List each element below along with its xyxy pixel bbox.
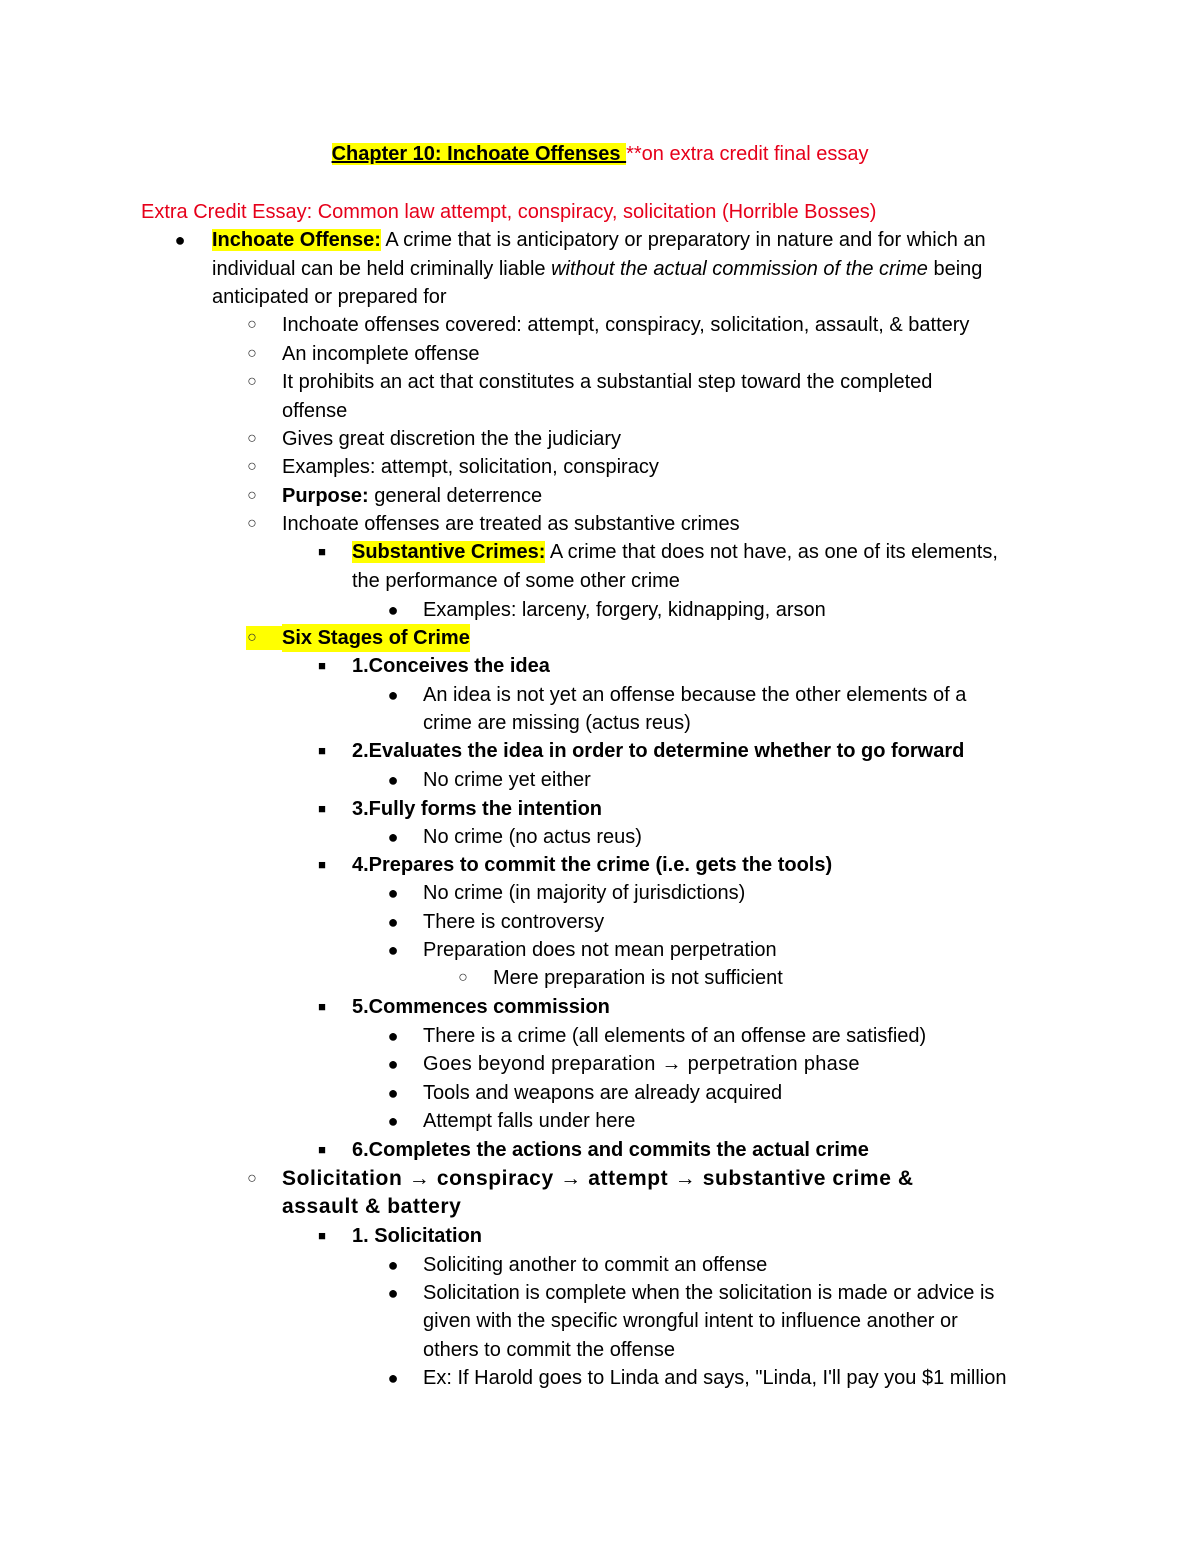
page-title (0, 141, 1200, 167)
list-item-continuation (212, 283, 447, 311)
term-inchoate-offense: Inchoate Offense: (212, 229, 381, 251)
bullet-dot-icon: ● (387, 912, 399, 932)
bullet-ring-icon: ○ (247, 515, 257, 532)
title-main: Chapter 10: Inchoate Offenses (331, 143, 627, 165)
bullet-dot-icon: ● (387, 883, 399, 903)
purpose-label: Purpose: (282, 485, 369, 507)
bullet-dot-icon: ● (387, 827, 399, 847)
bullet-dot-icon: ● (174, 230, 186, 250)
bullet-square-icon: ■ (318, 1142, 326, 1157)
bullet-dot-icon: ● (387, 1111, 399, 1131)
term-substantive-crimes: Substantive Crimes: (352, 541, 546, 563)
title-note: **on extra credit final essay (626, 143, 869, 165)
bullet-dot-icon: ● (387, 1368, 399, 1388)
list-item-continuation: others to commit the offense (423, 1339, 675, 1361)
bullet-dot-icon: ● (387, 685, 399, 705)
document-page: Chapter 10: Inchoate Offenses **on extra credit final essay Extra Credit Essay: Common law attempt, conspiracy, solicitation (Horrible Bosses) ● Inchoate Offense: A crime that is anticipatory or preparatory in nature and for which an individual can be held criminally liable without the actual commission of the crime being anticipated or prepared for ○ Inchoate offenses covered: attempt, conspiracy, solicitation, assault, & battery ○ An incomplete offense ○ It prohibits an act that constitutes a substantial step toward the completed offense ○ Gives great discretion the the judiciary ○ Examples: attempt, solicitation, conspiracy ○ Purpose: general deterrence ○ Inchoate offenses are treated as substantive crimes ■ Substantive Crimes: A crime that does not have, as one of its elements, the performance of some other crime ● Examples: larceny, forgery, kidnapping, arson ○ Six Stages of Crime ■ 1.Conceives the idea ● An idea is not yet an offense because the other elements of a crime are missing (actus reus) ■ 2.Evaluates the idea in order to determine whether to go forward ● No crime yet either ■ 3.Fully forms the intention ● No crime (no actus reus) ■ 4.Prepares to commit the crime (i.e. gets the tools) ● No crime (in majority of jurisdictions) ● There is controversy ● Preparation does not mean perpetration ○ Mere preparation is not sufficient ■ 5.Commences commission ● There is a crime (all elements of an offense are satisfied) ● Goes beyond preparation → perpetration phase ● Tools and weapons are already acquired ● Attempt falls under here ■ 6.Completes the actions and commits the actual crime ○ Solicitation → conspiracy → attempt → substantive crime & assault & battery ■ 1. Solicitation ● Soliciting another to commit an offense ● Solicitation is complete when the solicitation is made or advice is given with the specific wrongful intent to influence another or others to commit the offense ● Ex: If Harold goes to Linda and says, "Linda, I'll pay you $1 million (0, 0, 1200, 1553)
purpose-value: general deterrence (368, 485, 543, 507)
bullet-dot-icon: ● (387, 1083, 399, 1103)
bullet-ring-icon: ○ (247, 629, 257, 646)
bullet-ring-icon: ○ (247, 430, 257, 447)
bullet-ring-icon: ○ (247, 345, 257, 362)
bullet-square-icon: ■ (318, 743, 326, 758)
bullet-ring-icon: ○ (247, 316, 257, 333)
list-item-continuation: crime are missing (actus reus) (423, 712, 691, 734)
def-line-2c: being (927, 258, 983, 280)
bullet-square-icon: ■ (318, 658, 326, 673)
bullet-dot-icon: ● (387, 770, 399, 790)
bullet-dot-icon: ● (387, 1283, 399, 1303)
bullet-square-icon: ■ (318, 1228, 326, 1243)
list-item-continuation (212, 255, 982, 283)
bullet-ring-icon: ○ (247, 487, 257, 504)
list-item-continuation: given with the specific wrongful intent to influence another or (423, 1310, 958, 1332)
list-item-continuation: offense (282, 400, 348, 422)
def-line-1: A crime that is anticipatory or preparatory in nature and for which an (380, 229, 986, 251)
list-item-continuation: assault & battery (282, 1195, 462, 1218)
bullet-square-icon: ■ (318, 544, 326, 559)
bullet-square-icon: ■ (318, 999, 326, 1014)
bullet-ring-icon: ○ (247, 1170, 257, 1187)
bullet-ring-icon: ○ (247, 373, 257, 390)
bullet-dot-icon: ● (387, 940, 399, 960)
def-line-2a: individual can be held criminally liable (212, 258, 552, 280)
bullet-dot-icon: ● (387, 600, 399, 620)
bullet-square-icon: ■ (318, 801, 326, 816)
def-line-2b: without the actual commission of the crime (551, 258, 928, 280)
bullet-square-icon: ■ (318, 857, 326, 872)
bullet-dot-icon: ● (387, 1255, 399, 1275)
def-line-3: anticipated or prepared for (212, 286, 447, 308)
bullet-dot-icon: ● (387, 1026, 399, 1046)
bullet-dot-icon: ● (387, 1054, 399, 1074)
bullet-ring-icon: ○ (458, 969, 468, 986)
essay-line: Extra Credit Essay: Common law attempt, conspiracy, solicitation (Horrible Bosses) (141, 201, 877, 223)
bullet-ring-icon: ○ (247, 458, 257, 475)
list-item-continuation: the performance of some other crime (352, 570, 680, 592)
six-stages-heading: Six Stages of Crime (282, 624, 470, 652)
